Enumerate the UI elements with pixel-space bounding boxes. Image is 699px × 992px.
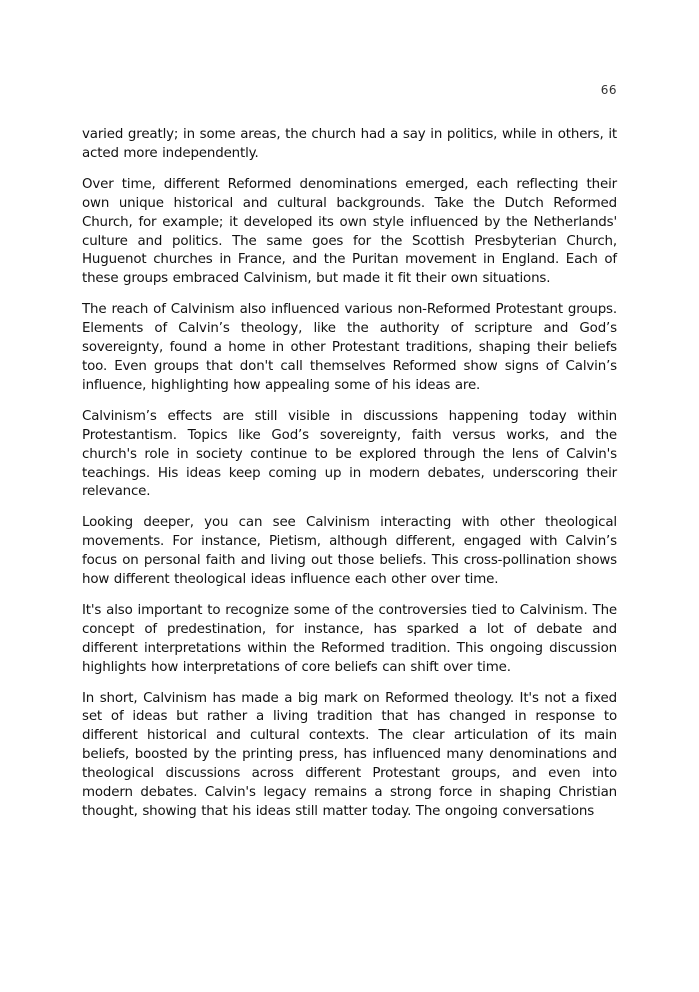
paragraph-reformed-denominations: Over time, different Reformed denominations emerged, each reflecting their own unique historical and cultural backgrounds. Take the Dutch Reformed Church, for example; it developed its own style influenced by the Netherlands' culture and politics. The same goes for the Scottish Presbyterian Church, Huguenot churches in France, and the Puritan movement in England. Each of these groups embraced Calvinism, but made it fit their own situations. [82,176,617,287]
paragraph-controversies: It's also important to recognize some of the controversies tied to Calvinism. The concept of predestination, for instance, has sparked a lot of debate and different interpretations within the Reformed tradition. This ongoing discussion highlights how interpretations of core beliefs can shift over time. [82,602,617,675]
page-number: 66 [600,83,617,97]
paragraph-modern-effects: Calvinism’s effects are still visible in discussions happening today within Protestantism. Topics like God’s sovereignty, faith versus works, and the church's role in society continue to be explored through the lens of Calvin's teachings. His ideas keep coming up in modern debates, underscoring their relevance. [82,408,617,500]
paragraph-continuation: varied greatly; in some areas, the church had a say in politics, while in others, it acted more independently. [82,127,617,161]
paragraph-summary: In short, Calvinism has made a big mark on Reformed theology. It's not a fixed set of ideas but rather a living tradition that has changed in response to different historical and cultural contexts. The clear articulation of its main beliefs, boosted by the printing press, has influenced many denominations and theological discussions across different Protestant groups, and even into modern debates. Calvin's legacy remains a strong force in shaping Christian thought, showing that his ideas still matter today. The ongoing conversations [82,690,617,819]
document-body [82,126,617,834]
paragraph-non-reformed-influence: The reach of Calvinism also influenced various non-Reformed Protestant groups. Elements of Calvin’s theology, like the authority of scripture and God’s sovereignty, found a home in other Protestant traditions, shaping their beliefs too. Even groups that don't call themselves Reformed show signs of Calvin’s influence, highlighting how appealing some of his ideas are. [82,302,617,393]
paragraph-theological-movements: Looking deeper, you can see Calvinism interacting with other theological movements. For instance, Pietism, although different, engaged with Calvin’s focus on personal faith and living out those beliefs. This cross-pollination shows how different theological ideas influence each other over time. [82,515,617,588]
